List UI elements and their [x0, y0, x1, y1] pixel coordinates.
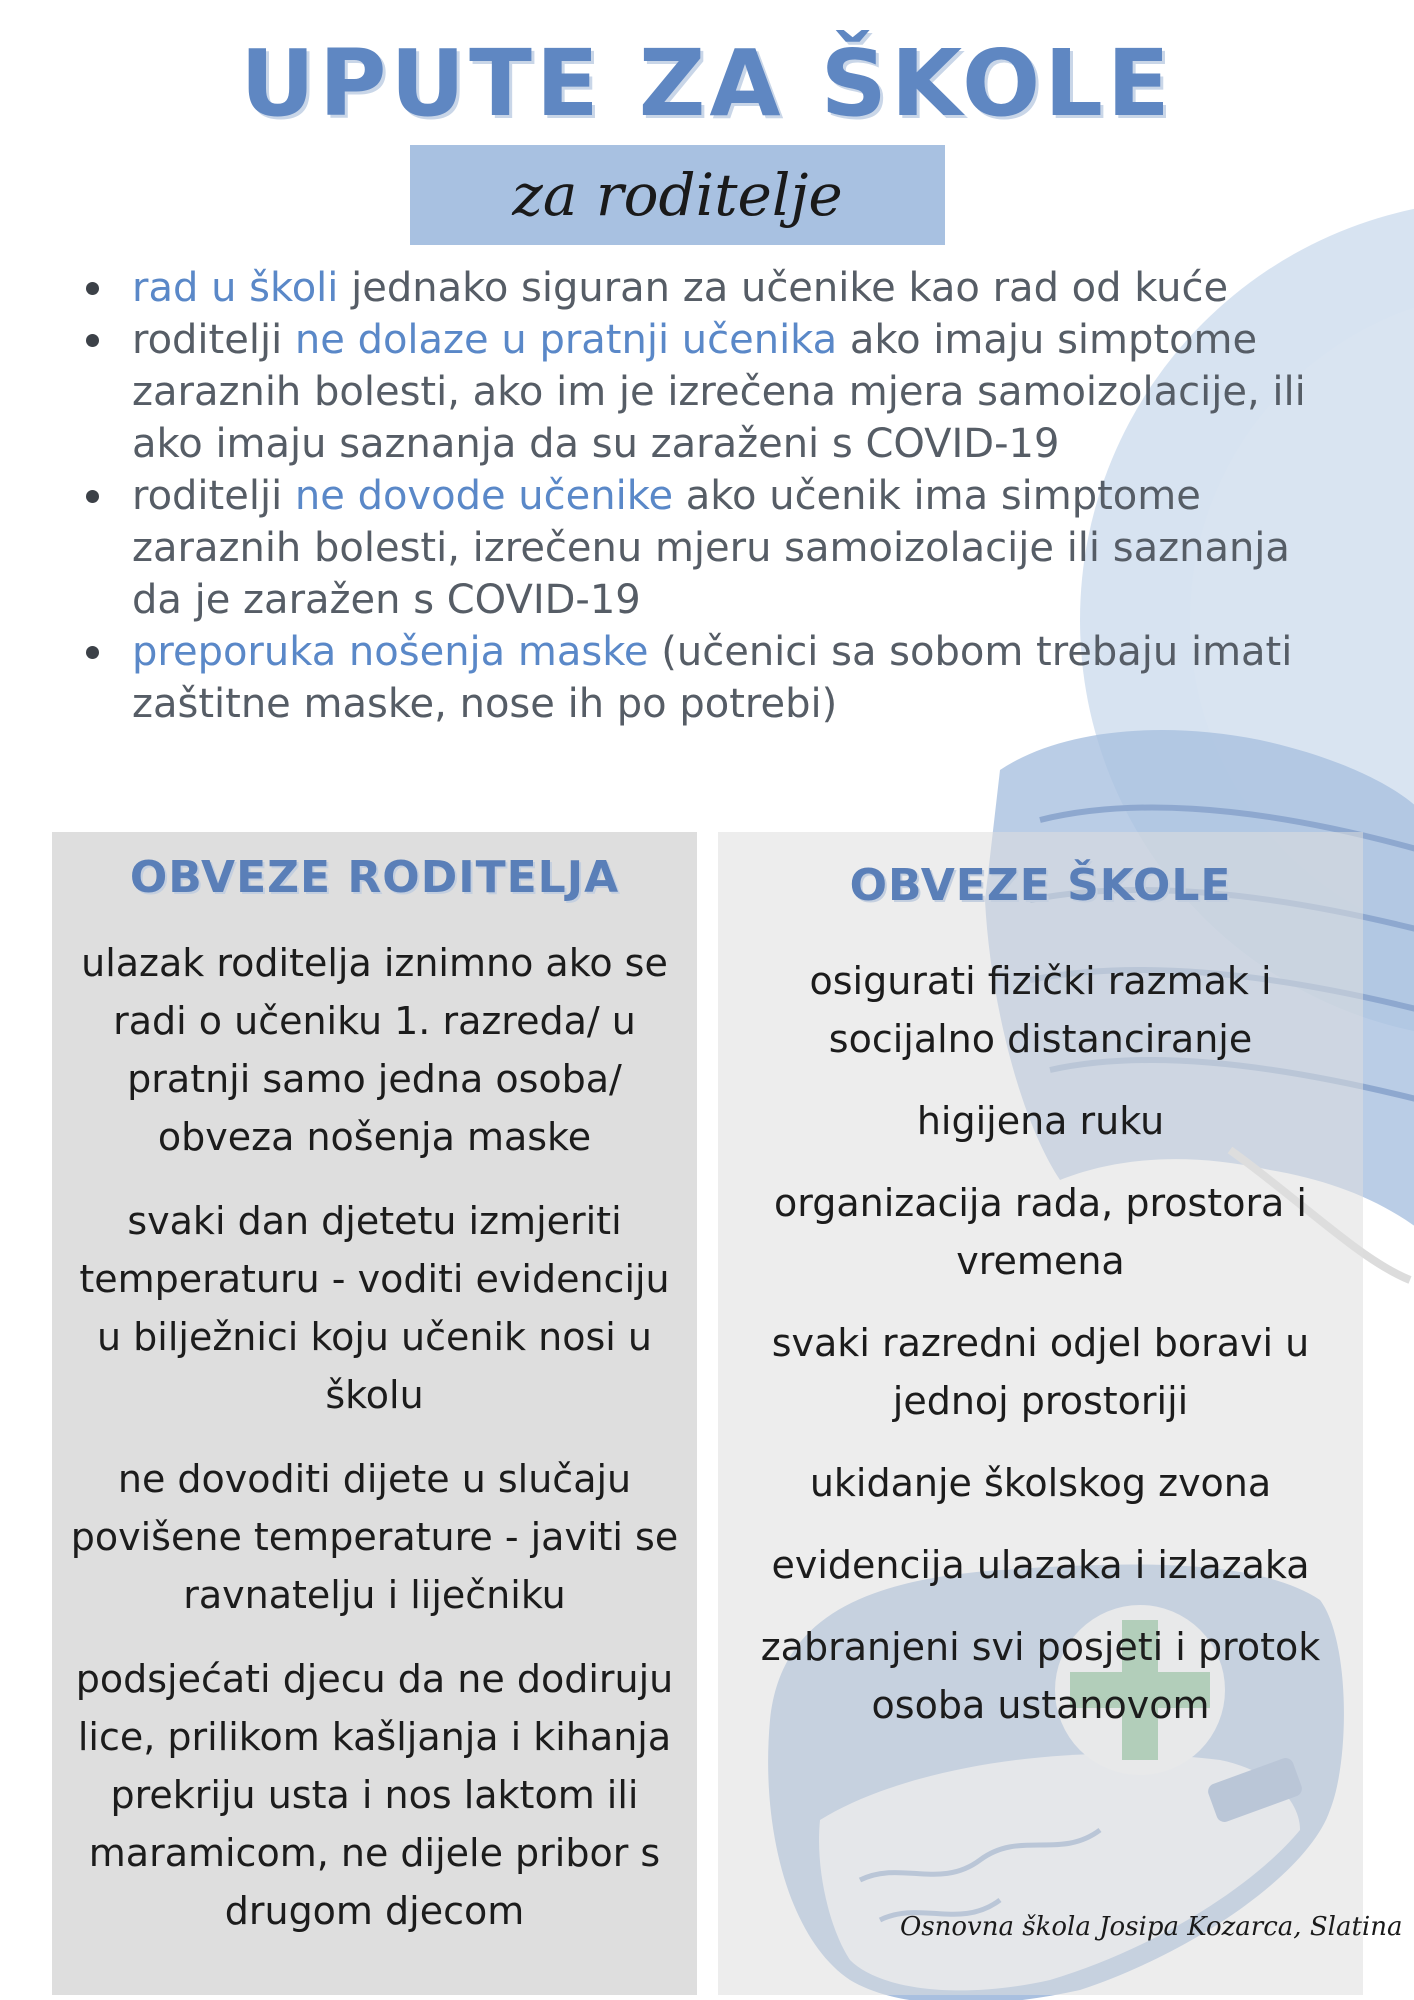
parents-obligations-panel [52, 832, 697, 1995]
guideline-text: ako imaju simptome zaraznih bolesti, ako im je izrečena mjera samoizolacije, ili ako imaju saznanja da su zaraženi s COVID-19 [132, 317, 1306, 467]
guideline-item [80, 262, 1350, 314]
guideline-item [80, 470, 1350, 626]
guidelines-list [80, 262, 1350, 730]
parents-item: svaki dan djetetu izmjeriti temperaturu - voditi evidenciju u bilježnici koju učenik nosi u školu [79, 1199, 670, 1417]
guideline-highlight: ne dolaze u pratnji učenika [294, 317, 838, 363]
parents-item: podsjećati djecu da ne dodiruju lice, prilikom kašljanja i kihanja prekriju usta i nos laktom ili maramicom, ne dijele pribor s drugom djecom [75, 1657, 674, 1933]
school-item: osigurati fizički razmak i socijalno distanciranje [809, 959, 1272, 1061]
parents-item: ulazak roditelja iznimno ako se radi o učeniku 1. razreda/ u pratnji samo jedna osoba/ obveza nošenja maske [81, 941, 668, 1159]
guideline-text: (učenici sa sobom trebaju imati zaštitne maske, nose ih po potrebi) [132, 629, 1293, 727]
school-item: zabranjeni svi posjeti i protok osoba ustanovom [760, 1625, 1321, 1727]
guideline-item [80, 626, 1350, 730]
page-subtitle: za roditelje [512, 161, 843, 229]
school-item: ukidanje školskog zvona [809, 1461, 1272, 1505]
subtitle-banner [410, 145, 945, 245]
school-signature: Osnovna škola Josipa Kozarca, Slatina [900, 1912, 1403, 1942]
guideline-highlight: ne dovode učenike [294, 473, 674, 519]
guideline-lead: roditelji [132, 473, 295, 519]
parents-heading: OBVEZE RODITELJA [129, 852, 620, 903]
guideline-highlight: rad u školi [132, 265, 339, 311]
school-item: evidencija ulazaka i izlazaka [771, 1543, 1310, 1587]
school-item: higijena ruku [916, 1099, 1165, 1143]
guideline-text: ako učenik ima simptome zaraznih bolesti, izrečenu mjeru samoizolacije ili saznanja da je zaražen s COVID-19 [132, 473, 1290, 623]
parents-item: ne dovoditi dijete u slučaju povišene temperature - javiti se ravnatelju i liječniku [70, 1457, 679, 1617]
school-item: svaki razredni odjel boravi u jednoj prostoriji [771, 1321, 1310, 1423]
guideline-lead: roditelji [132, 317, 295, 363]
guideline-item [80, 314, 1350, 470]
guideline-highlight: preporuka nošenja maske [132, 629, 649, 675]
page-title: UPUTE ZA ŠKOLE [240, 30, 1174, 137]
school-heading: OBVEZE ŠKOLE [849, 860, 1232, 911]
school-item: organizacija rada, prostora i vremena [774, 1181, 1307, 1283]
guideline-text: jednako siguran za učenike kao rad od kuće [338, 265, 1229, 311]
school-obligations-panel [718, 832, 1363, 1995]
